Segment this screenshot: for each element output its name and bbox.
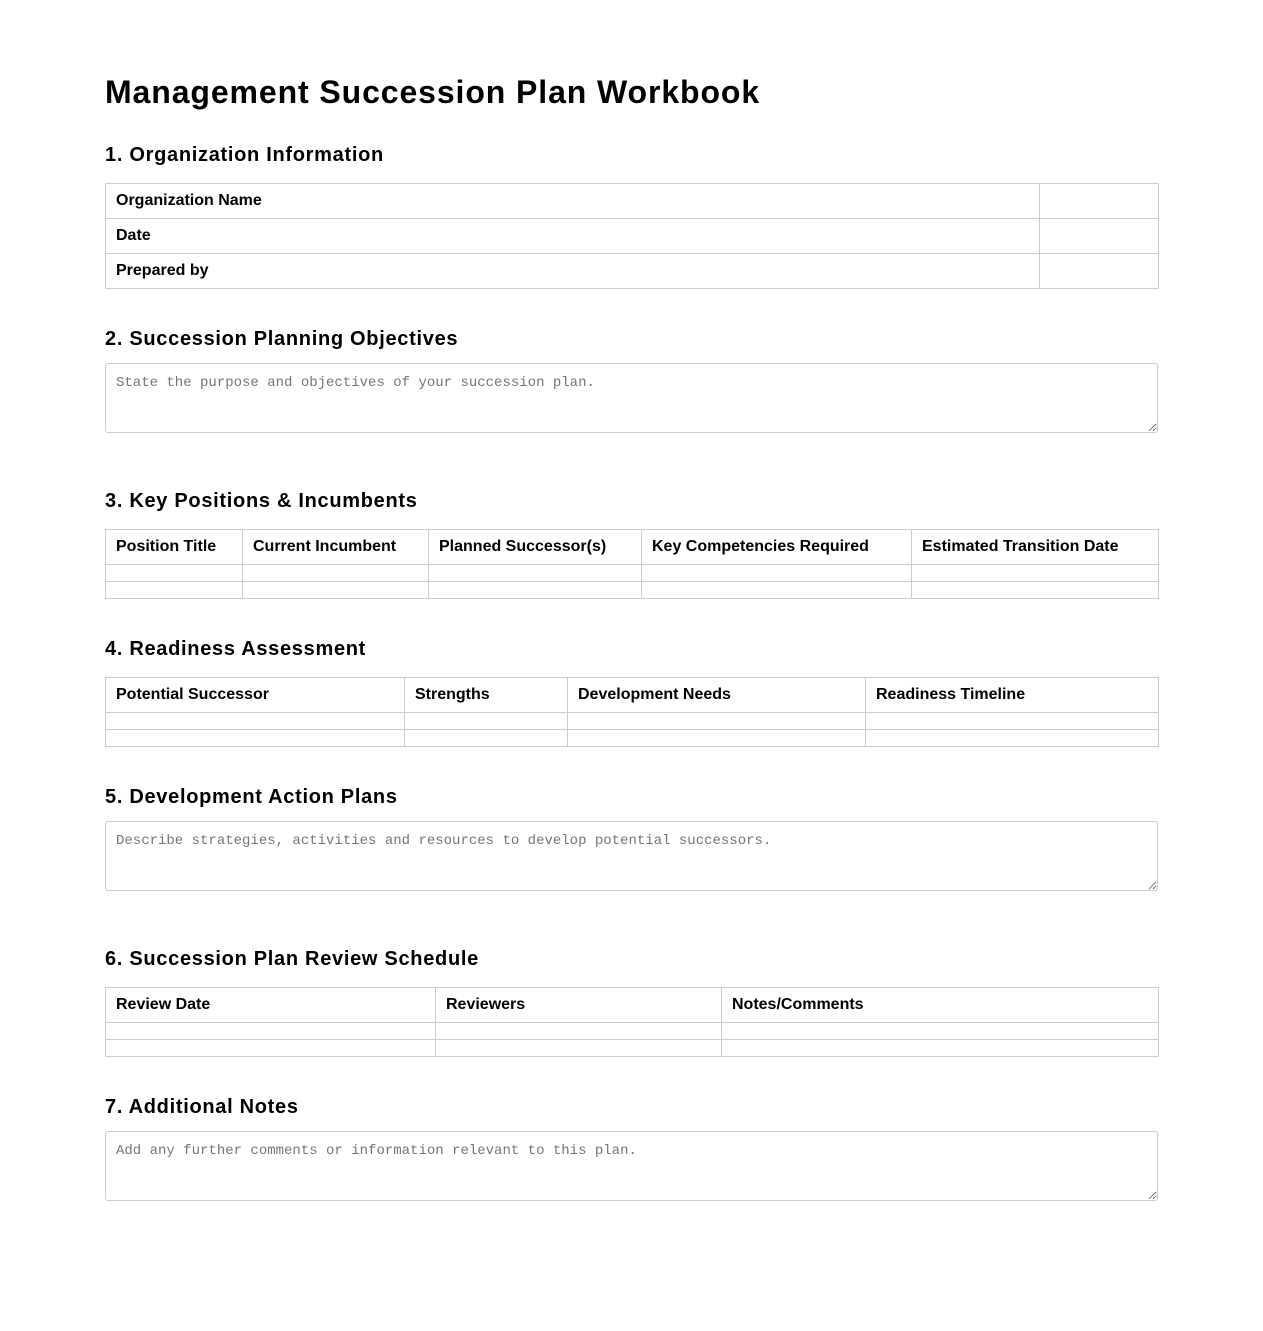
- col-development-needs: Development Needs: [568, 678, 866, 713]
- col-notes-comments: Notes/Comments: [722, 988, 1159, 1023]
- table-cell[interactable]: [106, 713, 405, 730]
- table-row: [106, 582, 1159, 599]
- table-cell[interactable]: [106, 730, 405, 747]
- table-cell[interactable]: [429, 582, 642, 599]
- table-header-row: [106, 678, 1159, 713]
- table-row: [106, 713, 1159, 730]
- table-cell[interactable]: [436, 1023, 722, 1040]
- notes-textarea[interactable]: [105, 1131, 1158, 1201]
- table-cell[interactable]: [866, 713, 1159, 730]
- table-cell[interactable]: [405, 730, 568, 747]
- col-review-date: Review Date: [106, 988, 436, 1023]
- table-row: [106, 1040, 1159, 1057]
- section-heading-development: 5. Development Action Plans: [105, 786, 398, 808]
- table-cell[interactable]: [106, 1040, 436, 1057]
- section-heading-org-info: 1. Organization Information: [105, 144, 384, 166]
- date-label: Date: [106, 219, 1040, 254]
- col-readiness-timeline: Readiness Timeline: [866, 678, 1159, 713]
- table-cell[interactable]: [243, 582, 429, 599]
- table-cell[interactable]: [106, 582, 243, 599]
- table-cell[interactable]: [436, 1040, 722, 1057]
- col-reviewers: Reviewers: [436, 988, 722, 1023]
- col-key-competencies: Key Competencies Required: [642, 530, 912, 565]
- section-heading-review: 6. Succession Plan Review Schedule: [105, 948, 479, 970]
- col-current-incumbent: Current Incumbent: [243, 530, 429, 565]
- section-heading-notes: 7. Additional Notes: [105, 1096, 299, 1118]
- date-value[interactable]: [1040, 219, 1159, 254]
- objectives-textarea[interactable]: [105, 363, 1158, 433]
- development-textarea[interactable]: [105, 821, 1158, 891]
- table-row: [106, 1023, 1159, 1040]
- section-heading-readiness: 4. Readiness Assessment: [105, 638, 367, 660]
- table-cell[interactable]: [912, 565, 1159, 582]
- org-info-table: [105, 183, 1159, 289]
- table-cell[interactable]: [642, 565, 912, 582]
- table-cell[interactable]: [405, 713, 568, 730]
- table-row: [106, 184, 1159, 219]
- section-heading-objectives: 2. Succession Planning Objectives: [105, 328, 459, 350]
- prepared-by-label: Prepared by: [106, 254, 1040, 289]
- table-cell[interactable]: [866, 730, 1159, 747]
- table-cell[interactable]: [568, 730, 866, 747]
- table-header-row: [106, 530, 1159, 565]
- table-cell[interactable]: [568, 713, 866, 730]
- readiness-table: [105, 677, 1159, 747]
- table-cell[interactable]: [912, 582, 1159, 599]
- org-name-label: Organization Name: [106, 184, 1040, 219]
- table-row: [106, 565, 1159, 582]
- col-position-title: Position Title: [106, 530, 243, 565]
- col-potential-successor: Potential Successor: [106, 678, 405, 713]
- prepared-by-value[interactable]: [1040, 254, 1159, 289]
- col-planned-successors: Planned Successor(s): [429, 530, 642, 565]
- table-cell[interactable]: [106, 1023, 436, 1040]
- table-header-row: [106, 988, 1159, 1023]
- col-transition-date: Estimated Transition Date: [912, 530, 1159, 565]
- table-cell[interactable]: [722, 1023, 1159, 1040]
- page-title: Management Succession Plan Workbook: [105, 74, 761, 110]
- org-name-value[interactable]: [1040, 184, 1159, 219]
- table-cell[interactable]: [642, 582, 912, 599]
- key-positions-table: [105, 529, 1159, 599]
- col-strengths: Strengths: [405, 678, 568, 713]
- table-row: [106, 254, 1159, 289]
- table-cell[interactable]: [722, 1040, 1159, 1057]
- section-heading-key-positions: 3. Key Positions & Incumbents: [105, 490, 418, 512]
- table-cell[interactable]: [429, 565, 642, 582]
- review-schedule-table: [105, 987, 1159, 1057]
- table-row: [106, 219, 1159, 254]
- table-cell[interactable]: [106, 565, 243, 582]
- table-cell[interactable]: [243, 565, 429, 582]
- table-row: [106, 730, 1159, 747]
